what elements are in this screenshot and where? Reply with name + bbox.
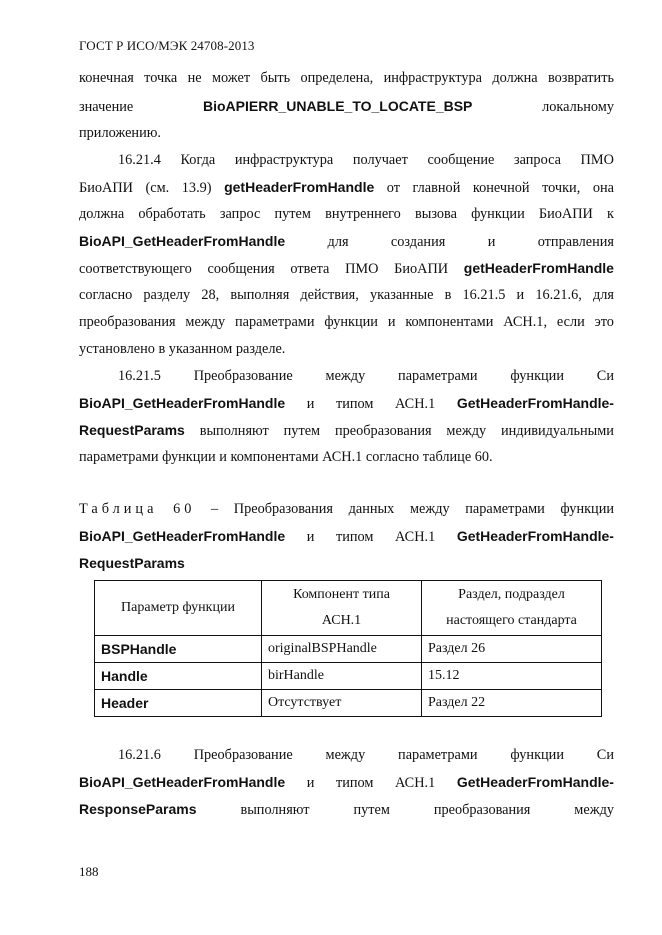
text-line: BioAPI_GetHeaderFromHandle и типом АСН.1 GetHeaderFromHandle- — [79, 395, 614, 412]
text-line: конечная точка не может быть определена, инфраструктура должна возвратить — [79, 70, 614, 86]
section-16-21-4-line: 16.21.4 Когда инфраструктура получает сообщение запроса ПМО — [118, 152, 614, 168]
text-line: соответствующего сообщения ответа ПМО БиоАПИ getHeaderFromHandle — [79, 260, 614, 277]
text-line: BioAPI_GetHeaderFromHandle и типом АСН.1 GetHeaderFromHandle- — [79, 774, 614, 791]
page-number: 188 — [79, 864, 99, 879]
table-row — [95, 636, 602, 663]
table-cell: Раздел 22 — [422, 690, 602, 717]
parameter-mapping-table — [94, 580, 602, 717]
table-cell: BSPHandle — [95, 636, 262, 663]
text-line: установлено в указанном разделе. — [79, 341, 286, 357]
header-cell: Компонент типа АСН.1 — [262, 581, 422, 636]
table-cell: Handle — [95, 663, 262, 690]
table-cell: birHandle — [262, 663, 422, 690]
table-caption: BioAPI_GetHeaderFromHandle и типом АСН.1 GetHeaderFromHandle- — [79, 528, 614, 545]
text-line: БиоАПИ (см. 13.9) getHeaderFromHandle от главной конечной точки, она — [79, 179, 614, 196]
table-caption: RequestParams — [79, 555, 185, 571]
error-code: BioAPIERR_UNABLE_TO_LOCATE_BSP — [202, 98, 473, 114]
table-header-row — [95, 581, 602, 636]
table-cell: originalBSPHandle — [262, 636, 422, 663]
text-line: должна обработать запрос путем внутреннего вызова функции БиоАПИ к — [79, 206, 614, 222]
text-line: ResponseParams выполняют путем преобразования между — [79, 801, 614, 818]
text-line: преобразования между параметрами функции и компонентами АСН.1, если это — [79, 314, 614, 330]
text-line: RequestParams выполняют путем преобразования между индивидуальными — [79, 422, 614, 439]
table-cell: Header — [95, 690, 262, 717]
table-caption: Таблица 60 – Преобразования данных между параметрами функции — [79, 501, 614, 517]
table-row — [95, 663, 602, 690]
document-header: ГОСТ Р ИСО/МЭК 24708-2013 — [79, 38, 255, 53]
table-cell: Раздел 26 — [422, 636, 602, 663]
section-16-21-5-line: 16.21.5 Преобразование между параметрами функции Си — [118, 368, 614, 384]
table-cell: 15.12 — [422, 663, 602, 690]
text-line: приложению. — [79, 125, 161, 141]
text-line: согласно разделу 28, выполняя действия, указанные в 16.21.5 и 16.21.6, для — [79, 287, 614, 303]
section-16-21-6-line: 16.21.6 Преобразование между параметрами функции Си — [118, 747, 614, 763]
header-cell: Раздел, подраздел настоящего стандарта — [422, 581, 602, 636]
table-cell: Отсутствует — [262, 690, 422, 717]
header-cell: Параметр функции — [95, 581, 262, 636]
text-line: параметрами функции и компонентами АСН.1 согласно таблице 60. — [79, 449, 493, 465]
table-row — [95, 690, 602, 717]
text-line: BioAPI_GetHeaderFromHandle для создания и отправления — [79, 233, 614, 250]
text-line: значение BioAPIERR_UNABLE_TO_LOCATE_BSP локальному — [79, 98, 614, 115]
